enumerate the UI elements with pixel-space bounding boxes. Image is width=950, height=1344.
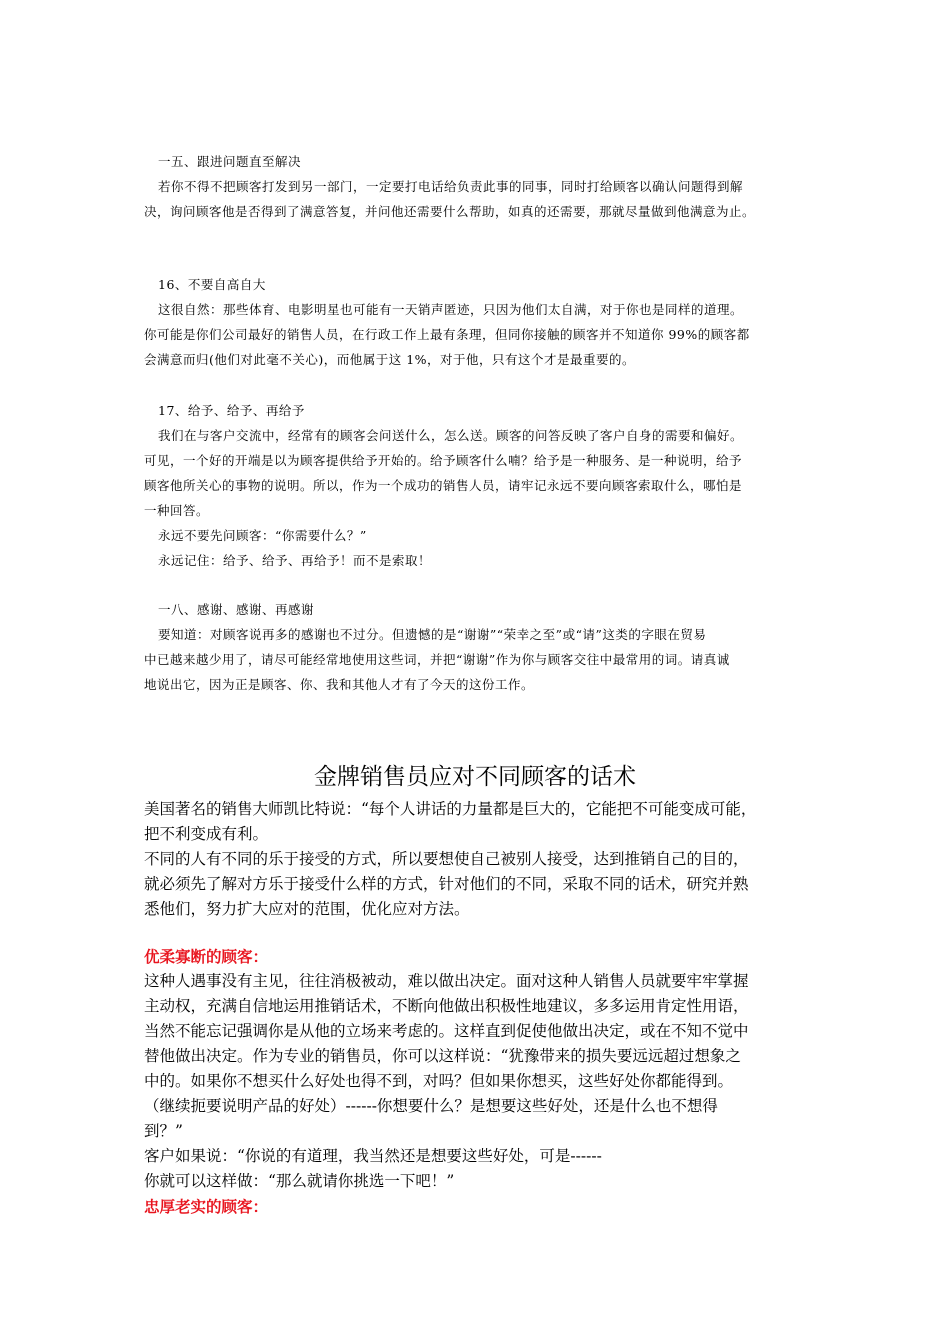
customer-type-heading: 优柔寡断的顾客： <box>144 947 269 966</box>
customer-type-heading: 忠厚老实的顾客： <box>144 1197 269 1216</box>
section-17 <box>144 398 824 573</box>
paragraph-line: 若你不得不把顾客打发到另一部门，一定要打电话给负责此事的同事，同时打给顾客以确认问题得到解 <box>158 179 744 194</box>
note-line: 永远不要先问顾客：“你需要什么？” <box>158 528 367 543</box>
paragraph-line: 决，询问顾客他是否得到了满意答复，并问他还需要什么帮助，如真的还需要，那就尽量做到他满意为止。 <box>144 204 756 219</box>
section-16 <box>144 272 824 372</box>
section-15 <box>144 149 824 224</box>
paragraph-line: 主动权，充满自信地运用推销话术，不断向他做出积极性地建议，多多运用肯定性用语， <box>144 997 749 1015</box>
paragraph-line: 中已越来越少用了，请尽可能经常地使用这些词，并把“谢谢”作为你与顾客交往中最常用的词。请真诚 <box>144 652 730 667</box>
paragraph-line: 要知道：对顾客说再多的感谢也不过分。但遗憾的是“谢谢”“荣幸之至”或“请”这类的字眼在贸易 <box>158 627 707 642</box>
paragraph-line: （继续扼要说明产品的好处）------你想要什么？是想要这些好处，还是什么也不想得 <box>144 1097 718 1115</box>
section-18 <box>144 597 824 697</box>
paragraph-line: 悉他们，努力扩大应对的范围，优化应对方法。 <box>144 900 470 918</box>
paragraph-line: 美国著名的销售大师凯比特说：“每个人讲话的力量都是巨大的，它能把不可能变成可能， <box>144 800 757 818</box>
paragraph-line: 不同的人有不同的乐于接受的方式，所以要想使自己被别人接受，达到推销自己的目的， <box>144 850 749 868</box>
paragraph-line: 客户如果说：“你说的有道理，我当然还是想要这些好处，可是------ <box>144 1147 602 1165</box>
paragraph-line: 替他做出决定。作为专业的销售员，你可以这样说：“犹豫带来的损失要远远超过想象之 <box>144 1047 741 1065</box>
paragraph-line: 一种回答。 <box>144 503 210 518</box>
paragraph-line: 顾客他所关心的事物的说明。所以，作为一个成功的销售人员，请牢记永远不要向顾客索取什么，哪怕是 <box>144 478 743 493</box>
note-line: 永远记住：给予、给予、再给予！而不是索取！ <box>158 553 432 568</box>
paragraph-line: 我们在与客户交流中，经常有的顾客会问送什么，怎么送。顾客的问答反映了客户自身的需要和偏好。 <box>158 428 744 443</box>
paragraph-line: 到？” <box>144 1122 183 1140</box>
paragraph-line: 你就可以这样做：“那么就请你挑选一下吧！” <box>144 1172 455 1190</box>
article-intro <box>144 797 824 922</box>
paragraph-line: 地说出它，因为正是顾客、你、我和其他人才有了今天的这份工作。 <box>144 677 535 692</box>
paragraph-line: 就必须先了解对方乐于接受什么样的方式，针对他们的不同，采取不同的话术，研究并熟 <box>144 875 749 893</box>
paragraph-line: 中的。如果你不想买什么好处也得不到，对吗？但如果你想买，这些好处你都能得到。 <box>144 1072 734 1090</box>
paragraph-line: 会满意而归(他们对此毫不关心)，而他属于这 1%，对于他，只有这个才是最重要的。 <box>144 352 636 367</box>
section-heading: 17、给予、给予、再给予 <box>158 403 305 418</box>
paragraph-line: 这很自然：那些体育、电影明星也可能有一天销声匿迹，只因为他们太自满，对于你也是同样的道理。 <box>158 302 744 317</box>
section-heading: 一五、跟进问题直至解决 <box>158 154 302 169</box>
paragraph-line: 你可能是你们公司最好的销售人员，在行政工作上最有条理，但同你接触的顾客并不知道你 99%的顾客都 <box>144 327 750 342</box>
paragraph-line: 这种人遇事没有主见，往往消极被动，难以做出决定。面对这种人销售人员就要牢牢掌握 <box>144 972 749 990</box>
paragraph-line: 当然不能忘记强调你是从他的立场来考虑的。这样直到促使他做出决定，或在不知不觉中 <box>144 1022 749 1040</box>
article-title: 金牌销售员应对不同顾客的话术 <box>314 764 636 790</box>
customer-type-indecisive <box>144 944 824 1219</box>
section-heading: 一八、感谢、感谢、再感谢 <box>158 602 315 617</box>
paragraph-line: 把不利变成有利。 <box>144 825 269 843</box>
section-heading: 16、不要自高自大 <box>158 277 266 292</box>
paragraph-line: 可见，一个好的开端是以为顾客提供给予开始的。给予顾客什么喃？给予是一种服务、是一种说明，给予 <box>144 453 743 468</box>
